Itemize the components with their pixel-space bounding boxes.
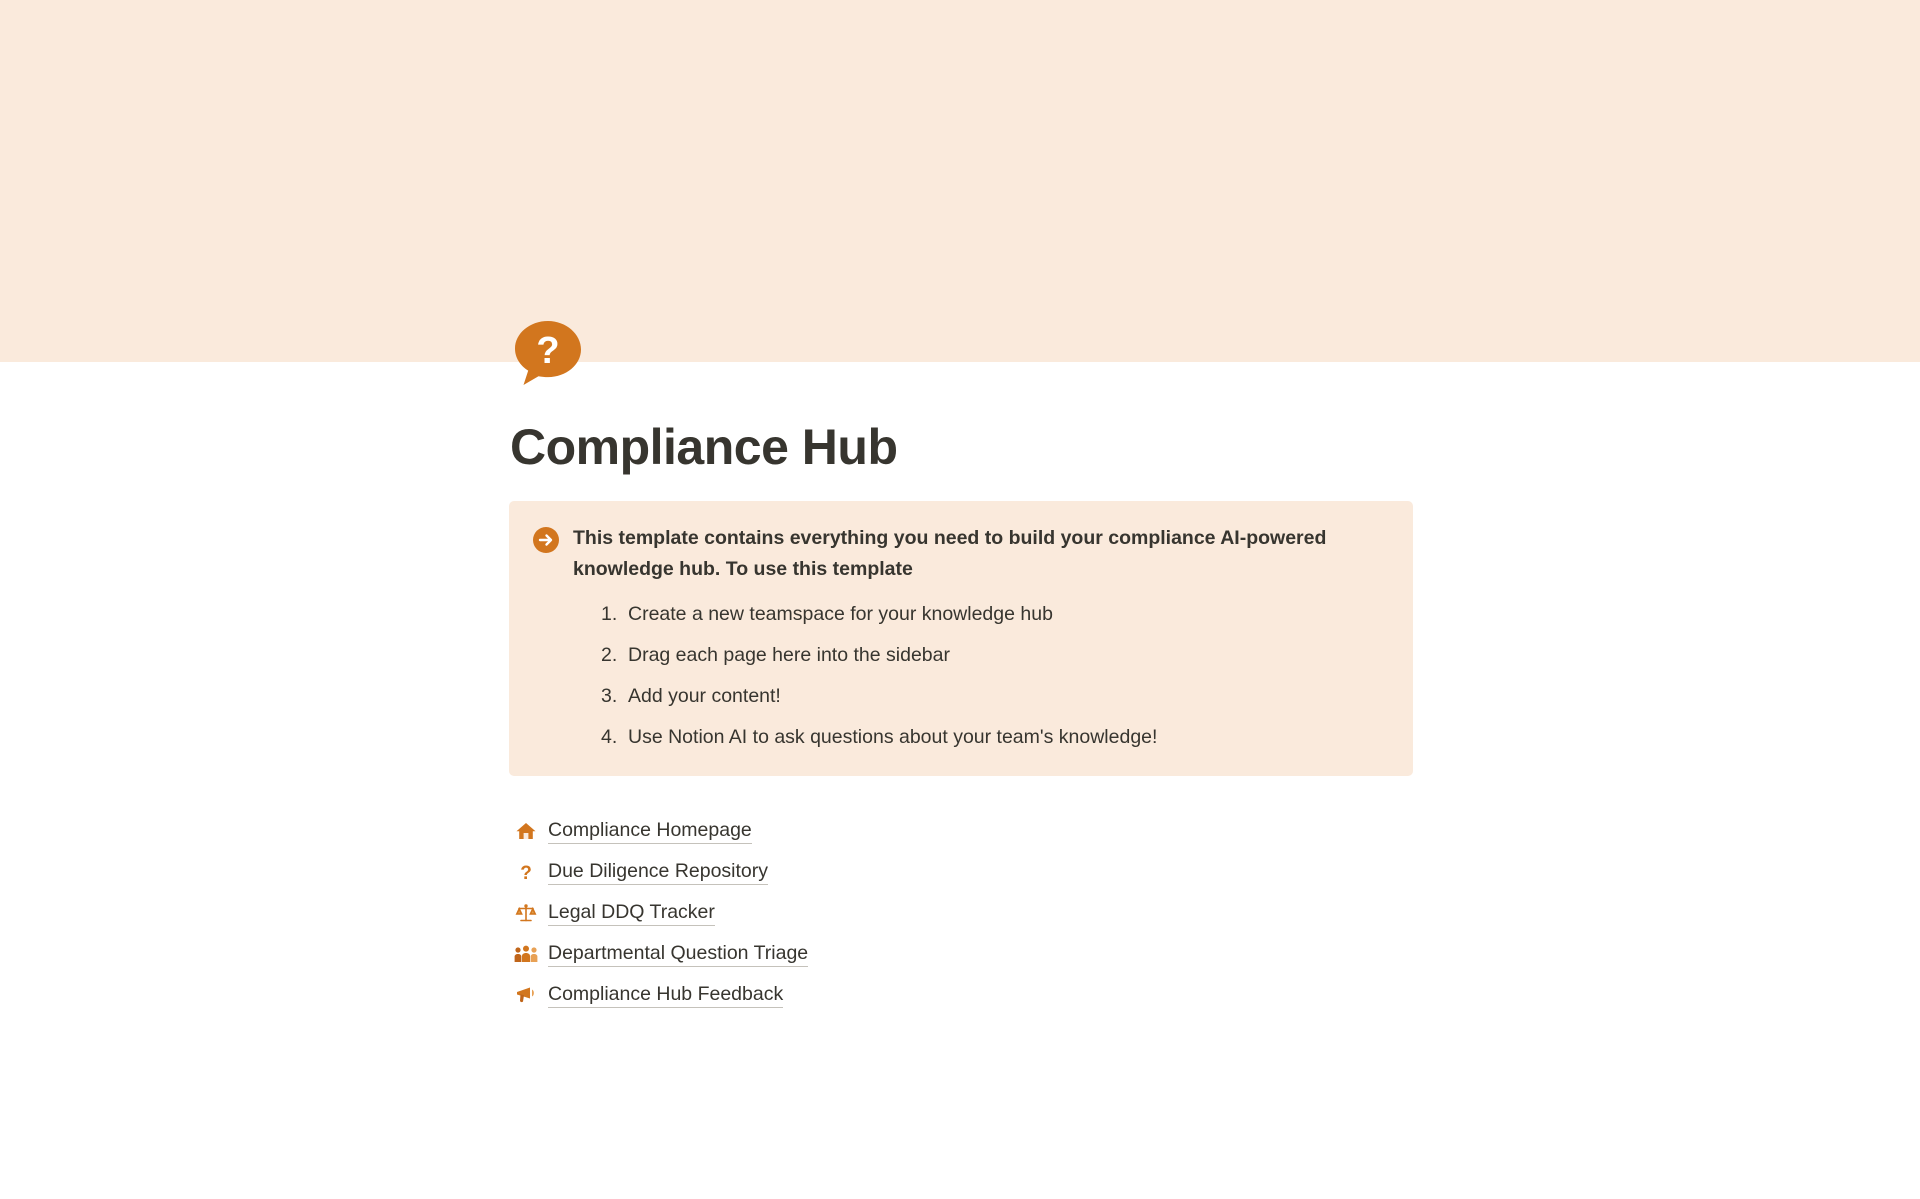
list-item: Create a new teamspace for your knowledge hub: [628, 603, 1053, 625]
svg-text:?: ?: [536, 330, 560, 372]
list-item: Drag each page here into the sidebar: [628, 644, 950, 666]
callout-heading-text: This template contains everything you need to build your compliance AI-powered knowledge hub. To use this template: [573, 527, 1327, 580]
question-mark-icon: [514, 860, 538, 884]
page-links-list: [509, 810, 1413, 1015]
page-title: Compliance Hub: [510, 419, 898, 475]
house-icon: [514, 819, 538, 843]
page-link-label: Due Diligence Repository: [548, 859, 768, 885]
people-group-icon: [514, 942, 538, 966]
page-link-label: Departmental Question Triage: [548, 941, 808, 967]
page-link-departmental-question-triage[interactable]: [509, 933, 1413, 974]
list-item: Use Notion AI to ask questions about your team's knowledge!: [628, 726, 1158, 748]
page-link-compliance-hub-feedback[interactable]: [509, 974, 1413, 1015]
page-link-due-diligence-repository[interactable]: [509, 851, 1413, 892]
page-cover: [0, 0, 1920, 362]
svg-text:?: ?: [520, 862, 532, 883]
megaphone-icon: [514, 983, 538, 1007]
question-speech-bubble-icon[interactable]: [509, 315, 587, 393]
arrow-right-circle-icon: [531, 525, 561, 555]
list-item: Add your content!: [628, 685, 781, 707]
page-link-legal-ddq-tracker[interactable]: [509, 892, 1413, 933]
callout-steps-list: [509, 599, 1413, 752]
scales-of-justice-icon: [514, 901, 538, 925]
callout-block: [509, 501, 1413, 776]
page-link-label: Compliance Hub Feedback: [548, 982, 783, 1008]
page-link-label: Compliance Homepage: [548, 818, 752, 844]
callout-header: [509, 523, 1413, 585]
page-link-compliance-homepage[interactable]: [509, 810, 1413, 851]
page-link-label: Legal DDQ Tracker: [548, 900, 715, 926]
